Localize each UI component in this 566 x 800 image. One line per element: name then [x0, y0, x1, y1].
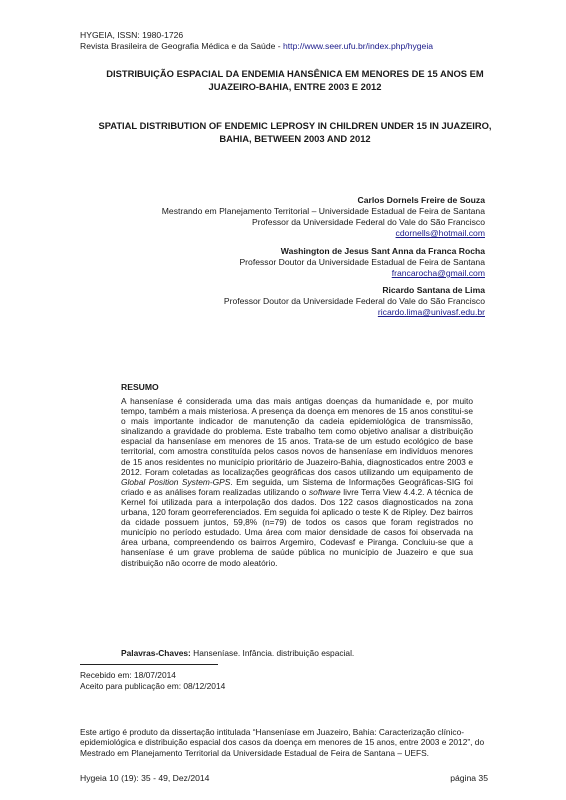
- article-note: Este artigo é produto da dissertação intitulada “Hanseníase em Juazeiro, Bahia: Caracterização clínico-epidemiológica e distribuição espacial dos casos da doença em menores de 15 anos, entre 2003 e 2012”, do Mestrado em Planejamento Territorial da Universidade Estadual de Feira de Santana – UEFS.: [80, 727, 485, 758]
- title-portuguese: [80, 67, 510, 93]
- journal-header: [80, 30, 433, 52]
- keywords-label: Palavras-Chaves:: [121, 648, 191, 658]
- abstract-italic-term: software: [308, 486, 341, 497]
- footnote-divider: [80, 664, 218, 665]
- footer-citation: Hygeia 10 (19): 35 - 49, Dez/2014: [80, 773, 210, 783]
- journal-subtitle: [80, 41, 433, 52]
- title-english: [80, 119, 510, 145]
- author-email-link[interactable]: ricardo.lima@univasf.edu.br: [377, 307, 485, 317]
- journal-issn: HYGEIA, ISSN: 1980-1726: [80, 30, 184, 40]
- title-pt-line2: JUAZEIRO-BAHIA, ENTRE 2003 E 2012: [208, 81, 382, 92]
- author-affiliation: Mestrando em Planejamento Territorial – Universidade Estadual de Feira de Santana: [161, 206, 485, 216]
- title-en-line1: SPATIAL DISTRIBUTION OF ENDEMIC LEPROSY IN CHILDREN UNDER 15 IN JUAZEIRO,: [98, 120, 492, 131]
- journal-url-link[interactable]: http://www.seer.ufu.br/index.php/hygeia: [283, 41, 434, 51]
- page-footer: [80, 773, 488, 783]
- author-affiliation: Professor da Universidade Federal do Vale do São Francisco: [252, 217, 485, 227]
- author-name: Carlos Dornels Freire de Souza: [357, 195, 485, 205]
- footnote-dates: [80, 670, 225, 692]
- abstract-text: A hanseníase é considerada uma das mais antigas doenças da humanidade e, por muito tempo, também a mais misteriosa. A presença da doença em menores de 15 anos constitui-se o mais importante indicador de manutenção da cadeia epidemiológica de transmissão, sinalizando a gravidade do problema. Este trabalho tem como objetivo analisar a distribuição espacial da hanseníase em menores de 15 anos. Trata-se de um estudo ecológico de base territorial, com amostra constituída pelos casos novos de hanseníase em indivíduos menores de 15 anos residentes no município prioritário de Juazeiro-Bahia, diagnosticados entre 2003 e 2012. Foram coletadas as localizações geográficas dos casos utilizando um equipamento de: [121, 396, 473, 477]
- title-en-line2: BAHIA, BETWEEN 2003 AND 2012: [219, 133, 371, 144]
- author-name: Washington de Jesus Sant Anna da Franca Rocha: [280, 246, 485, 256]
- author-affiliation: Professor Doutor da Universidade Estadual de Feira de Santana: [239, 257, 485, 267]
- abstract-italic-term: Global Position System-GPS: [121, 476, 231, 487]
- title-pt-line1: DISTRIBUIÇÃO ESPACIAL DA ENDEMIA HANSÊNICA EM MENORES DE 15 ANOS EM: [106, 68, 484, 79]
- abstract-text: . Em seguida, um Sistema de Informações Geográficas-SIG foi criado e as análises foram realizadas utilizando o: [121, 476, 473, 497]
- accepted-date: Aceito para publicação em: 08/12/2014: [80, 681, 226, 691]
- journal-name: Revista Brasileira de Geografia Médica e da Saúde -: [80, 41, 284, 51]
- author-block-2: [239, 246, 485, 279]
- abstract-body: [121, 396, 473, 568]
- author-affiliation: Professor Doutor da Universidade Federal do Vale do São Francisco: [223, 296, 485, 306]
- author-name: Ricardo Santana de Lima: [382, 285, 485, 295]
- author-block-1: [162, 195, 485, 239]
- author-email-link[interactable]: francarocha@gmail.com: [391, 268, 485, 278]
- keywords: [121, 648, 354, 658]
- abstract-text: livre Terra View 4.4.2. A técnica de Kernel foi utilizada para a interpolação dos dados. Dos 122 casos diagnosticados na zona urbana, 120 foram georreferenciados. Em seguida foi aplicado o teste K de Ripley. Dez bairros da cidade possuem juntos, 59,8% (n=79) de todos os casos que foram registrados no município no período estudado. Uma área com maior densidade de casos foi observada na área urbana, compreendendo os bairros Argemiro, Codevasf e Piranga. Concluiu-se que a hanseníase é um grave problema de saúde pública no município de Juazeiro e que sua distribuição não ocorre de modo aleatório.: [121, 486, 474, 568]
- page-number: página 35: [450, 773, 488, 783]
- abstract-heading: RESUMO: [121, 382, 159, 392]
- author-block-3: [224, 285, 485, 318]
- received-date: Recebido em: 18/07/2014: [80, 670, 176, 680]
- keywords-text: Hanseníase. Infância. distribuição espacial.: [190, 648, 355, 658]
- author-email-link[interactable]: cdornells@hotmail.com: [395, 228, 485, 238]
